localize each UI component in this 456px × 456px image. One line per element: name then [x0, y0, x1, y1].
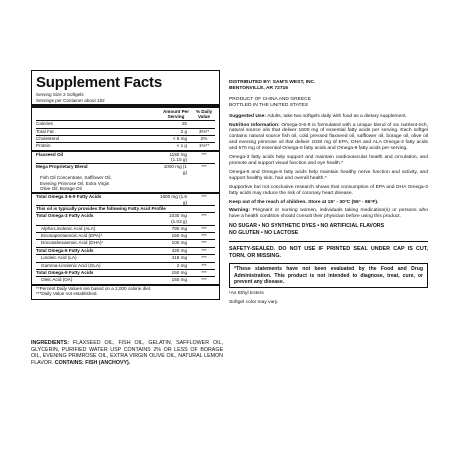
softgel-color-note: Softgel color may vary. [229, 299, 279, 305]
facts-row-flaxseed [36, 152, 215, 163]
nutrient-dv: *** [201, 151, 207, 157]
profile-note-text: This oil is typically provides the following Fatty Acid Profile [36, 206, 166, 212]
nutrient-amount: 1030 mg (1.03 g) [169, 213, 187, 225]
nutrient-amount: < 1 g [176, 143, 187, 149]
divider [229, 241, 428, 242]
nutrient-name: Mega Proprietary Blend [36, 163, 88, 169]
warning-label: Warning: [229, 208, 251, 214]
nutrient-dv: *** [201, 240, 207, 246]
nutrient-name: Cholesterol [36, 135, 60, 141]
storage-warning: Keep out of the reach of children. Store at 15° - 30°C (59° - 86°F). [229, 199, 379, 205]
ingredients-block [31, 340, 223, 366]
fda-disclaimer-box: *These statements have not been evaluated by the Food and Drug Administration. This product is not intended to diagnose, treat, cure, or prevent any disease. [229, 263, 428, 288]
nutrient-dv: *** [201, 225, 207, 231]
nutrition-information [229, 123, 428, 153]
blend-ingredient-line: Evening Primrose Oil, Extra Virgin [40, 180, 110, 186]
facts-title: Supplement Facts [36, 74, 162, 91]
nutrient-name: Flaxseed Oil [36, 151, 64, 157]
supplement-facts-panel [31, 70, 220, 300]
suggested-use-label: Suggested Use: [229, 113, 266, 119]
nutrient-name: Linoleic Acid (LA) [41, 255, 77, 261]
nutrient-name: Eicosapentaenoic Acid (EPA)¹ [41, 233, 102, 239]
facts-row-omega6 [36, 247, 215, 254]
facts-row-ala [36, 225, 215, 232]
nutrient-dv: *** [201, 255, 207, 261]
nutrient-name: Alpha-Linolenic Acid (ALA) [41, 225, 96, 231]
ingredients-label: INGREDIENTS: [31, 340, 69, 346]
nutrient-name: Total Omega-3 Fatty Acids [36, 213, 94, 219]
suggested-use-text: Adults, take two softgels daily with food as a dietary supplement. [267, 113, 407, 119]
nutrient-dv: *** [201, 277, 207, 283]
nutrition-info-label: Nutrition Information: [229, 122, 280, 128]
facts-row-cholesterol [36, 135, 215, 142]
nutrient-name: Oleic Acid (OA) [41, 277, 73, 283]
distributor-line: DISTRIBUTED BY: SAM'S WEST, INC. [229, 80, 316, 85]
nutrient-amount: 100 mg [171, 240, 187, 246]
nutrient-name: Total Fat [36, 128, 54, 134]
serving-size: Serving Size 2 Softgels [36, 92, 84, 97]
facts-row-gla [36, 262, 215, 269]
ethyl-esters-note: ¹As Ethyl Esters [229, 291, 264, 297]
nutrient-name: Calories [36, 121, 53, 127]
dv-not-established-footnote: ***Daily Value not established. [36, 291, 98, 297]
nutrient-dv: *** [201, 193, 207, 199]
nutrient-amount: 150 mg [171, 270, 187, 276]
research-claim: Supportive but not conclusive research shows that consumption of EPA and DHA Omega-3 fatty acids may reduce the risk of coronary heart disease. [229, 184, 428, 196]
warning-text: Pregnant or nursing women, individuals taking medication(s) or persons who have a health condition should consult their physician before using this product. [229, 208, 428, 220]
blend-ingredient-line: Fish Oil Concentrate, Safflower Oil, [40, 175, 112, 181]
servings-per-container: Servings per Container about 162 [36, 97, 105, 103]
origin-line: PRODUCT OF CHINA AND GREECE [229, 96, 311, 102]
facts-row-epa [36, 232, 215, 239]
facts-row-omega9 [36, 269, 215, 276]
allergen-contains: CONTAINS: FISH (ANCHOVY). [54, 359, 131, 366]
nutrient-dv: *** [201, 163, 207, 169]
warning [229, 208, 428, 220]
dv-footnote: **Percent Daily Values are based on a 2,000 calorie diet. [36, 285, 152, 291]
facts-row-protein [36, 142, 215, 149]
facts-row-blend [36, 163, 215, 175]
safety-seal-notice: SAFETY-SEALED. DO NOT USE IF PRINTED SEAL UNDER CAP IS CUT, TORN, OR MISSING. [229, 246, 428, 259]
nutrient-name: Gamma-Linolenic Acid (GLA) [41, 262, 101, 268]
facts-row-omega3 [36, 212, 215, 224]
nutrient-amount: 1000 mg (1 g) [163, 163, 187, 175]
nutrient-dv: *** [201, 262, 207, 268]
omega3-benefit: Omega-3 fatty acids help support and maintain cardiovascular health and circulation, and promote and support visual function and eye health.* [229, 155, 428, 166]
nutrient-amount: 1600 mg (1.6 g) [159, 193, 187, 205]
nutrient-name: Total Omega-9 Fatty Acids [36, 270, 94, 276]
facts-row-oa [36, 276, 215, 283]
nutrient-amount: 1150 mg (1.15 g) [169, 151, 187, 163]
free-from-claims: NO SUGAR • NO SYNTHETIC DYES • NO ARTIFICIAL FLAVORS [229, 223, 385, 230]
facts-row-calories [36, 120, 215, 127]
ingredients-text: FLAXSEED OIL, FISH OIL, GELATIN, SAFFLOWER OIL, GLYCERIN, PURIFIED WATER USP CONTAINS 2% OR LESS OF BORAGE OIL, EVENING PRIMROSE OIL, EXTRA VIRGIN OLIVE OIL, NATURAL LEMON FLAVOR. [31, 340, 223, 366]
suggested-use [229, 114, 428, 120]
omega6-benefit: Omega-6 and Omega-9 fatty acids help maintain healthy nerve function and activity, and support healthy skin, hair and overall health.* [229, 169, 428, 181]
nutrient-amount: 150 mg [171, 277, 187, 283]
distributor-city: BENTONVILLE, AR 72716 [229, 85, 288, 91]
free-from-claims-2: NO GLUTEN • NO LACTOSE [229, 230, 299, 237]
amount-per-serving-header: Amount Per Serving [162, 109, 190, 120]
profile-note [36, 205, 215, 212]
nutrient-amount: 418 mg [171, 255, 187, 261]
nutrient-dv: 2% [200, 135, 208, 141]
facts-row-la [36, 254, 215, 261]
facts-row-total-omega [36, 194, 215, 205]
nutrient-dv: *** [201, 270, 207, 276]
facts-row-total-fat [36, 128, 215, 135]
nutrient-amount: 25 [181, 121, 187, 127]
daily-value-header: % Daily Value [195, 109, 213, 120]
nutrient-dv: *** [201, 247, 207, 253]
nutrient-name: Total Omega-6 Fatty Acids [36, 247, 94, 253]
nutrient-amount: 780 mg [171, 225, 187, 231]
nutrient-name: Total Omega 3-6-9 Fatty Acids [36, 193, 102, 199]
nutrient-amount: 150 mg [171, 233, 187, 239]
nutrient-amount: < 5 mg [172, 135, 187, 141]
nutrient-amount: 420 mg [171, 247, 187, 253]
nutrient-amount: 2 g [180, 128, 187, 134]
facts-row-dha [36, 239, 215, 246]
label-right-column [229, 80, 428, 306]
facts-header [36, 108, 215, 120]
nutrient-name: Docosahexaenoic Acid (DHA)¹ [41, 240, 104, 246]
nutrient-dv: *** [201, 233, 207, 239]
nutrient-dv: *** [201, 213, 207, 219]
nutrient-amount: 2 mg [176, 262, 187, 268]
nutrient-dv: 3%** [198, 128, 210, 134]
nutrient-dv: 1%** [198, 143, 210, 149]
nutrient-name: Protein [36, 143, 51, 149]
nutrition-info-text: Omega-3-6-9 is formulated with a unique blend of six nutrient-rich, natural source oils that deliver 1600 mg of essential fatty acids per serving. Each softgel contains natural source fish oil, cold pressed flaxseed oil, safflower oil, borage oil, olive oil and evening primrose oil that deliver 1030 mg of EPA, DHA and ALA Omega-3 fatty acids and 570 mg of essential Omega-6 fatty acids and Omega-9 fatty acids per serving. [229, 122, 428, 152]
blend-ingredient-line: Olive Oil, Borage Oil [40, 186, 82, 192]
bottled-line: BOTTLED IN THE UNITED STATES [229, 102, 309, 108]
